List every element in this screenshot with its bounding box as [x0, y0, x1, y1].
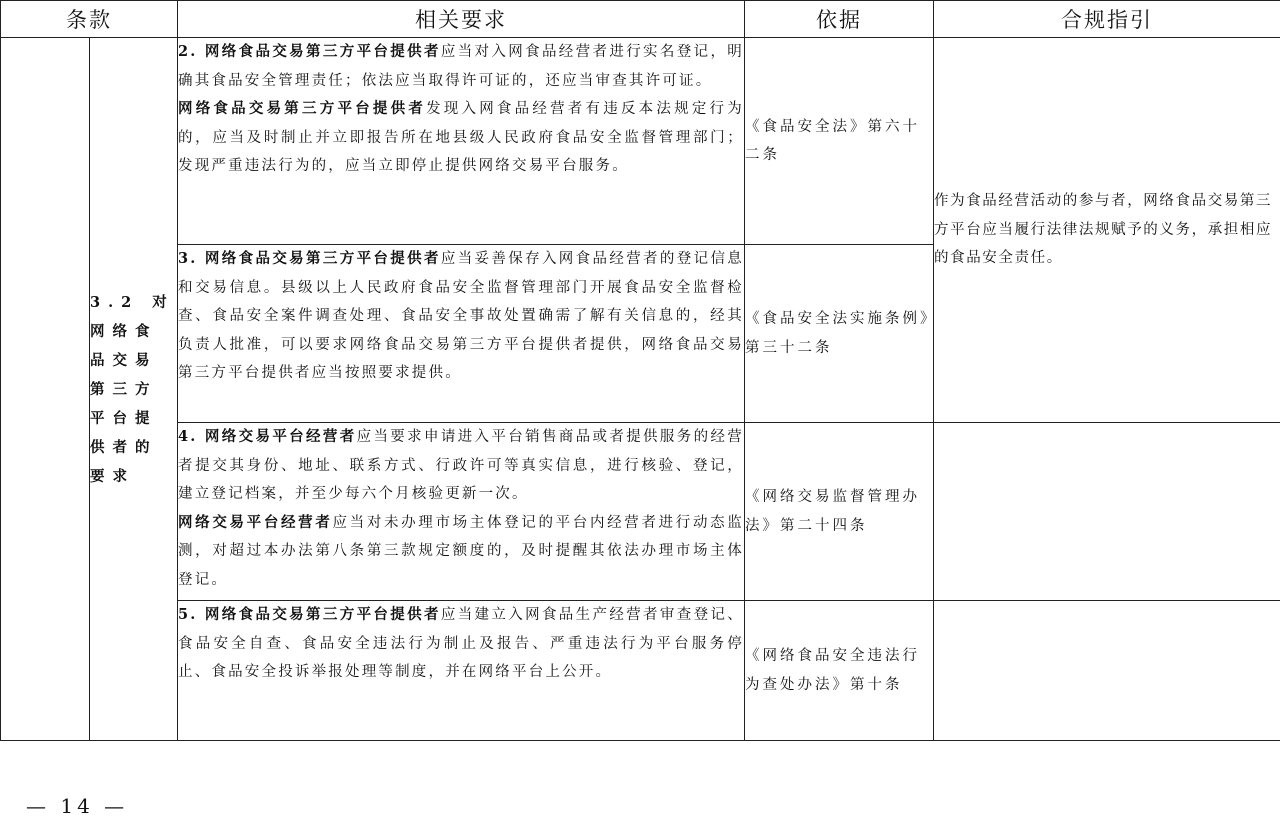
- requirement-text: 应当对入网食品经营者进行实名登记，明确其食品安全管理责任；依法应当取得许可证的，还应当审查其许可证。: [178, 44, 744, 89]
- guidance-empty-cell: [934, 601, 1280, 741]
- requirement-subject: 网络食品交易第三方平台提供者: [178, 100, 427, 117]
- page-number: — 14 —: [26, 794, 129, 818]
- clause-title: 3.2 对网络食品交易第三方平台提供者的要求: [90, 38, 178, 741]
- requirement-paragraph: [178, 245, 744, 388]
- requirement-paragraph: [178, 423, 744, 509]
- requirement-text: 应当对未办理市场主体登记的平台内经营者进行动态监测，对超过本办法第八条第三款规定额度的，及时提醒其依法办理市场主体登记。: [178, 514, 744, 588]
- header-clause: 条款: [1, 1, 178, 38]
- requirement-cell: [178, 38, 745, 245]
- requirement-cell: [178, 245, 745, 423]
- requirement-subject: 3. 网络食品交易第三方平台提供者: [178, 250, 441, 267]
- table-header-row: [1, 1, 1280, 38]
- requirement-text: 发现入网食品经营者有违反本法规定行为的，应当及时制止并立即报告所在地县级人民政府食品安全监督管理部门；发现严重违法行为的，应当立即停止提供网络交易平台服务。: [178, 101, 744, 174]
- requirement-subject: 5. 网络食品交易第三方平台提供者: [178, 606, 441, 623]
- guidance-cell: 作为食品经营活动的参与者，网络食品交易第三方平台应当履行法律法规赋予的义务，承担相应的食品安全责任。: [934, 38, 1280, 423]
- requirement-subject: 2. 网络食品交易第三方平台提供者: [178, 43, 441, 60]
- requirement-paragraph: [178, 601, 744, 687]
- basis-cell: 《网络食品安全违法行为查处办法》第十条: [745, 601, 934, 741]
- table-row: [1, 423, 1280, 601]
- basis-cell: 《网络交易监督管理办法》第二十四条: [745, 423, 934, 601]
- header-requirement: 相关要求: [178, 1, 745, 38]
- requirement-text: 应当妥善保存入网食品经营者的登记信息和交易信息。县级以上人民政府食品安全监督管理部门开展食品安全监督检查、食品安全案件调查处理、食品安全事故处置确需了解有关信息的，经其负责人批准，可以要求网络食品交易第三方平台提供者提供，网络食品交易第三方平台提供者应当按照要求提供。: [178, 251, 744, 381]
- requirement-paragraph: [178, 509, 744, 595]
- requirement-text: 应当建立入网食品生产经营者审查登记、食品安全自查、食品安全违法行为制止及报告、严重违法行为平台服务停止、食品安全投诉举报处理等制度，并在网络平台上公开。: [178, 607, 744, 680]
- header-basis: 依据: [745, 1, 934, 38]
- header-guidance: 合规指引: [934, 1, 1280, 38]
- requirement-paragraph: [178, 38, 744, 95]
- requirement-paragraph: [178, 95, 744, 181]
- requirement-text: 应当要求申请进入平台销售商品或者提供服务的经营者提交其身份、地址、联系方式、行政许可等真实信息，进行核验、登记，建立登记档案，并至少每六个月核验更新一次。: [178, 429, 744, 502]
- basis-cell: 《食品安全法》第六十二条: [745, 38, 934, 245]
- requirement-subject: 4. 网络交易平台经营者: [178, 428, 357, 445]
- requirement-cell: [178, 423, 745, 601]
- requirement-subject: 网络交易平台经营者: [178, 513, 333, 531]
- table-row: [1, 601, 1280, 741]
- table-row: [1, 38, 1280, 245]
- requirement-cell: [178, 601, 745, 741]
- clause-blank-cell: [1, 38, 90, 741]
- guidance-empty-cell: [934, 423, 1280, 601]
- basis-cell: 《食品安全法实施条例》第三十二条: [745, 245, 934, 423]
